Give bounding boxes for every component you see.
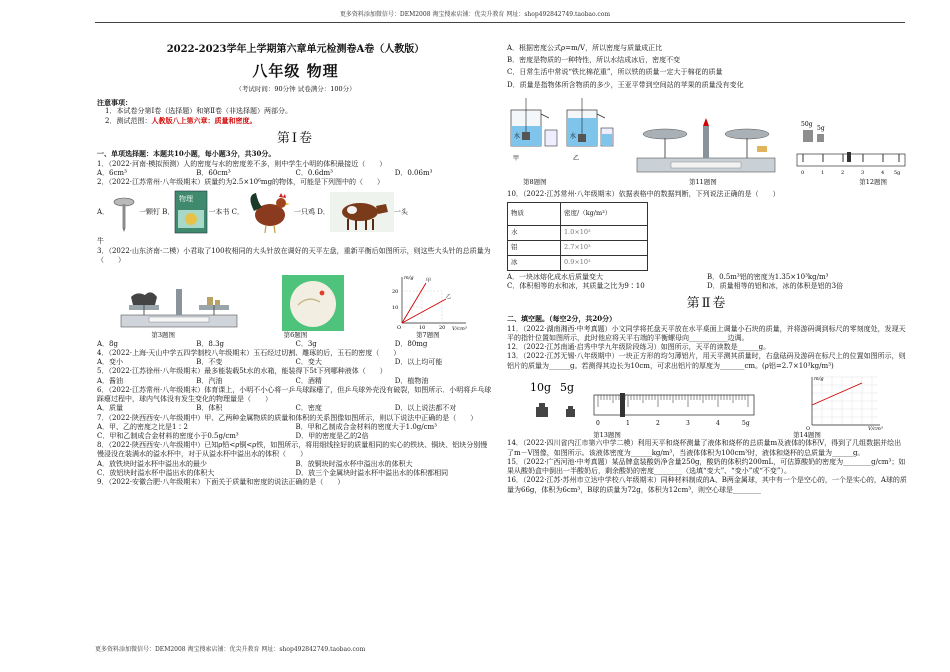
section-2-title: 二、填空题。（每空2分，共20分） bbox=[507, 314, 617, 324]
svg-text:20: 20 bbox=[392, 289, 399, 296]
option: C．酒精 bbox=[295, 376, 322, 385]
figure-row-2 bbox=[507, 96, 907, 178]
figure-row-1 bbox=[97, 269, 494, 331]
option: A．酱油 bbox=[97, 376, 124, 385]
svg-text:V/cm³: V/cm³ bbox=[868, 425, 883, 431]
table-header-cell: 密度/（kg/m³） bbox=[561, 202, 648, 225]
option: A．质量 bbox=[97, 404, 124, 413]
question-3-options bbox=[97, 340, 494, 349]
question-14: 14．（2022·四川省内江市第六中学二模）利用天平和烧杯测量了液体和烧杯的总质量m及液体的体积V，得到了几组数据并绘出了m－V图像，如图所示。该液体密度为______kg/m³，当液体体积为100cm³时，液体和烧杯的总质量为______g。 bbox=[507, 439, 902, 457]
option: C．放铝块时溢水杯中溢出水的体积大 bbox=[97, 468, 215, 477]
question-13: 13．（2022·江苏无锡·八年级期中）一块正方形的均匀薄铝片，用天平测其质量时，右盘砝码及游码在标尺上的位置如图所示，则铝片的质量为______g。若测得其边长为10cm，可求出铝片的厚度为_______cm。(ρ铝=2.7×10³kg/m³) bbox=[507, 352, 906, 370]
nail-image bbox=[109, 192, 139, 232]
figure-row-3 bbox=[507, 375, 907, 431]
option: A．6cm³ bbox=[97, 168, 127, 177]
option: 一颗钉 B． bbox=[139, 207, 175, 216]
svg-text:4: 4 bbox=[716, 419, 720, 427]
option: D．以上说法都不对 bbox=[394, 404, 457, 413]
question-6-options bbox=[97, 404, 494, 413]
balance-scale-figure-12 bbox=[795, 114, 907, 178]
question-7-options-cd bbox=[97, 432, 494, 441]
svg-text:0: 0 bbox=[596, 419, 600, 427]
table-cell: 0.9×10³ bbox=[561, 255, 648, 270]
svg-text:5g: 5g bbox=[817, 124, 825, 132]
pingpong-ball-figure-6 bbox=[282, 275, 344, 331]
svg-text:3: 3 bbox=[686, 419, 690, 427]
question-9-option-c: C．日常生活中常说“铁比棉花重”，所以铁的质量一定大于棉花的质量 bbox=[507, 68, 723, 77]
question-8-options-cd bbox=[97, 469, 494, 478]
table-row bbox=[508, 240, 648, 255]
table-cell: 铝 bbox=[508, 240, 561, 255]
option: C．体积相等的水和冰，其质量之比为9∶10 bbox=[507, 281, 645, 290]
question-10-options-cd bbox=[507, 282, 907, 291]
figure-captions-2 bbox=[507, 178, 907, 187]
option: D．0.06m³ bbox=[394, 168, 433, 177]
question-6: 6．（2022·江苏常州·八年级期末）体育课上，小明不小心将一乒乓球踩瘪了，但乒乓球外壳没有破裂，如图所示．小明将乒乓球踩瘪过程中，球内气体没有发生变化的物理量是（ ） bbox=[97, 385, 492, 404]
option: B．放铜块时溢水杯中溢出水的体积大 bbox=[295, 459, 413, 468]
svg-text:10: 10 bbox=[419, 325, 426, 332]
section-1-title: 一、单项选择题：本题共10小题，每小题3分，共30分。 bbox=[97, 149, 276, 159]
option: C．变大 bbox=[295, 358, 322, 367]
table-cell: 水 bbox=[508, 225, 561, 240]
option: A．甲、乙的密度之比是1∶2 bbox=[97, 422, 188, 431]
svg-text:O: O bbox=[806, 425, 811, 431]
option: B．汽油 bbox=[196, 376, 223, 385]
caption: 第14题图 bbox=[793, 430, 821, 439]
book-image bbox=[174, 190, 208, 234]
svg-text:10: 10 bbox=[392, 305, 399, 312]
option: D．放三个金属块时溢水杯中溢出水的体积都相同 bbox=[295, 468, 449, 477]
volume-1-title: 第Ⅰ卷 bbox=[276, 131, 315, 147]
table-header-cell: 物质 bbox=[508, 202, 561, 225]
table-header-row bbox=[508, 202, 648, 225]
option: C．密度 bbox=[295, 404, 322, 413]
caption: 第11题图 bbox=[689, 177, 717, 186]
question-8: 8．（2022·陕西西安·八年级期中）已知ρ铅<ρ铜<ρ铁，如图所示，将用细线拴好的质量相同的实心的铁块、铜块、铝块分别慢慢浸没在装满水的溢水杯中，对于从溢水杯中溢出水的体积（ ） bbox=[97, 441, 488, 459]
question-5-options bbox=[97, 377, 494, 386]
right-column bbox=[507, 44, 907, 495]
exam-subtitle: 八年级 物理 bbox=[252, 62, 339, 81]
left-column bbox=[97, 28, 494, 487]
weights-ruler-figure-13 bbox=[528, 377, 758, 431]
table-cell: 2.7×10³ bbox=[561, 240, 648, 255]
option: 一本书 C． bbox=[208, 207, 245, 216]
svg-text:水: 水 bbox=[514, 132, 521, 140]
option: D．80mg bbox=[394, 339, 428, 348]
question-12: 12．（2022·江苏南通·启秀中学九年级阶段练习）如图所示，天平的读数是______g。 bbox=[507, 343, 771, 352]
svg-text:1: 1 bbox=[626, 419, 630, 427]
option: B．8.3g bbox=[196, 339, 225, 348]
question-16: 16．（2022·江苏·苏州市立达中学校八年级期末）同种材料制成的A、B两金属球，其中有一个是空心的，一个是实心的，A球的质量为66g，体积为6cm³，B球的质量为72g，体积为12cm³，则空心球是________ bbox=[507, 476, 907, 494]
option: D．植物油 bbox=[394, 376, 429, 385]
rooster-image bbox=[244, 189, 294, 235]
table-row bbox=[508, 225, 648, 240]
option: B．0.5m³铝的密度为1.35×10³kg/m³ bbox=[707, 272, 829, 281]
svg-text:甲: 甲 bbox=[513, 154, 520, 162]
liquid-line bbox=[812, 383, 862, 405]
svg-text:m/g: m/g bbox=[404, 275, 414, 282]
option: A． bbox=[97, 207, 110, 216]
notice-title: 注意事项： bbox=[97, 97, 132, 107]
question-2-tail: 牛 bbox=[97, 237, 104, 246]
line-yi bbox=[402, 299, 446, 323]
option: 一只鸡 D． bbox=[294, 207, 330, 216]
option: A．放铁块时溢水杯中溢出水的最少 bbox=[97, 459, 208, 468]
question-4-options bbox=[97, 358, 494, 367]
figure-captions-1 bbox=[97, 331, 494, 340]
table-cell: 冰 bbox=[508, 255, 561, 270]
option: B．不变 bbox=[196, 358, 223, 367]
caption: 第7题图 bbox=[416, 331, 440, 340]
exam-info: （考试时间：90分钟 试卷满分：100分） bbox=[235, 84, 356, 93]
question-7: 7．（2022·陕西西安·八年级期中）甲、乙两种金属物质的质量和体积的关系图像如图所示，则以下说法中正确的是（ ） bbox=[97, 413, 478, 422]
svg-text:0: 0 bbox=[801, 169, 805, 176]
mass-volume-graph-figure-14 bbox=[800, 375, 886, 431]
svg-text:1: 1 bbox=[821, 169, 825, 176]
line-jia bbox=[402, 283, 426, 323]
header-divider bbox=[95, 22, 905, 23]
caption: 第12题图 bbox=[859, 177, 887, 186]
notice-1: 1．本试卷分第Ⅰ卷（选择题）和第Ⅱ卷（非选择题）两部分。 bbox=[105, 106, 292, 115]
option: D．以上均可能 bbox=[394, 358, 443, 367]
svg-text:5g: 5g bbox=[560, 380, 575, 394]
table-row bbox=[508, 255, 648, 270]
question-4: 4．（2022·上海·天山中学五四学制校八年级期末）玉石经过切割、雕琢的后，玉石的密度（ ） bbox=[97, 348, 401, 357]
notice-2: 2．测试范围：人教版八上第六章：质量和密度。 bbox=[105, 116, 257, 126]
page-footer: 更多资料添加微信号：DEM2008 淘宝搜索店铺：优尖升教育 网址：shop492842749.taobao.com bbox=[95, 646, 366, 653]
question-1: 1．（2022·河南·模拟预测）人的密度与水的密度差不多，则中学生小明的体积最接近（ ） bbox=[97, 159, 387, 168]
question-2-options bbox=[97, 189, 494, 235]
svg-text:V/cm³: V/cm³ bbox=[452, 326, 467, 332]
question-5: 5．（2022·江苏徐州·八年级期末）最多能装载5t水的水箱，能装得下5t下列哪种液体（ ） bbox=[97, 367, 387, 376]
svg-text:3: 3 bbox=[861, 169, 865, 176]
option: A．8g bbox=[97, 339, 118, 348]
svg-text:4: 4 bbox=[881, 169, 885, 176]
option: 一头 bbox=[393, 207, 408, 216]
caption: 第8题图 bbox=[523, 177, 547, 186]
svg-text:乙: 乙 bbox=[446, 294, 452, 301]
option: A．一块冰熔化成水后质量变大 bbox=[507, 272, 604, 281]
svg-text:2: 2 bbox=[841, 169, 845, 176]
book-cover-label: 物理 bbox=[179, 195, 194, 204]
density-table bbox=[507, 202, 648, 271]
option: A．变小 bbox=[97, 358, 124, 367]
balance-scale-figure-3 bbox=[119, 275, 239, 331]
svg-text:50g: 50g bbox=[801, 120, 813, 128]
overflow-cups-figure-8 bbox=[507, 98, 617, 178]
question-11: 11．（2022·湖南湘西·中考真题）小文同学将托盘天平放在水平桌面上调量小石块的质量，并将游码调到标尺的零刻度处，发现天平的指针位置如图所示，此时他应将天平右端的平衡螺母向___________边调。 bbox=[507, 324, 906, 342]
caption: 第6题图 bbox=[283, 331, 308, 340]
option: B．甲和乙制成合金材料的密度大于1.0g/cm³ bbox=[295, 422, 437, 431]
question-10: 10．（2022·江苏常州·八年级期末）依据表格中的数据判断，下列说法正确的是（ ） bbox=[507, 189, 780, 198]
exam-title: 2022-2023学年上学期第六章单元检测卷A卷（人教版） bbox=[166, 44, 425, 55]
question-2: 2．（2022·江苏常州·八年级期末）质量约为2.5×10⁶mg的物体，可能是下列图中的（ ） bbox=[97, 178, 385, 187]
svg-text:m/g: m/g bbox=[814, 375, 824, 382]
svg-text:5g: 5g bbox=[894, 169, 901, 176]
question-9-option-a: A．根据密度公式ρ=m/V，所以密度与质量成正比 bbox=[507, 44, 663, 52]
svg-text:20: 20 bbox=[439, 325, 446, 332]
option: B．体积 bbox=[196, 404, 223, 413]
table-cell: 1.0×10³ bbox=[561, 225, 648, 240]
question-10-options-ab bbox=[507, 273, 907, 282]
svg-text:乙: 乙 bbox=[573, 154, 580, 162]
cow-image bbox=[330, 192, 394, 232]
svg-text:O: O bbox=[397, 325, 402, 332]
balance-scale-figure-11 bbox=[631, 112, 781, 178]
question-9-option-b: B．密度是物质的一种特性，所以水结成冰后，密度不变 bbox=[507, 56, 681, 65]
svg-text:10g: 10g bbox=[530, 380, 552, 394]
option: C．0.6dm³ bbox=[295, 168, 333, 177]
question-9: 9．（2022·安徽合肥·八年级期末）下面关于质量和密度的说法正确的是（ ） bbox=[97, 478, 345, 487]
svg-text:甲: 甲 bbox=[426, 278, 432, 285]
page-header: 更多资料添加微信号：DEM2008 淘宝搜索店铺：优尖升教育 网址：shop492842749.taobao.com bbox=[339, 11, 611, 18]
option: B．60cm³ bbox=[196, 168, 231, 177]
option: C．3g bbox=[295, 339, 317, 348]
question-3: 3．（2022·山东济南·二模）小君取了100枚相同的大头针放在调好的天平左盘，重新平衡后如图所示，则这些大头针的总质量为（ ） bbox=[97, 246, 491, 264]
svg-text:2: 2 bbox=[656, 419, 660, 427]
question-9-option-d: D．质量是指物体所含物质的多少，王亚平带到空间站的苹果的质量没有变化 bbox=[507, 80, 744, 89]
volume-2-title: 第Ⅱ卷 bbox=[686, 296, 728, 312]
option: D．质量相等的铝和冰，冰的体积是铝的3倍 bbox=[707, 281, 844, 290]
caption: 第13题图 bbox=[593, 430, 621, 439]
option: D．甲的密度是乙的2倍 bbox=[295, 431, 369, 440]
question-1-options bbox=[97, 169, 494, 178]
question-8-options-ab bbox=[97, 460, 494, 469]
mass-volume-graph-figure-7 bbox=[388, 273, 472, 331]
question-15: 15．（2022·广西河池·中考真题）某品牌盒装酸奶净含量250g，酸奶的体积约200mL，可估算酸奶的密度为________g/cm³；如果从酸奶盒中倒出一半酸奶后，剩余酸奶的密度________（选填“变大”、“变小”或“不变”）。 bbox=[507, 457, 906, 476]
option: C．甲和乙制成合金材料的密度小于0.5g/cm³ bbox=[97, 431, 239, 440]
svg-text:水: 水 bbox=[570, 132, 577, 140]
svg-text:5g: 5g bbox=[742, 419, 750, 427]
question-7-options-ab bbox=[97, 423, 494, 432]
caption: 第3题图 bbox=[151, 331, 175, 340]
